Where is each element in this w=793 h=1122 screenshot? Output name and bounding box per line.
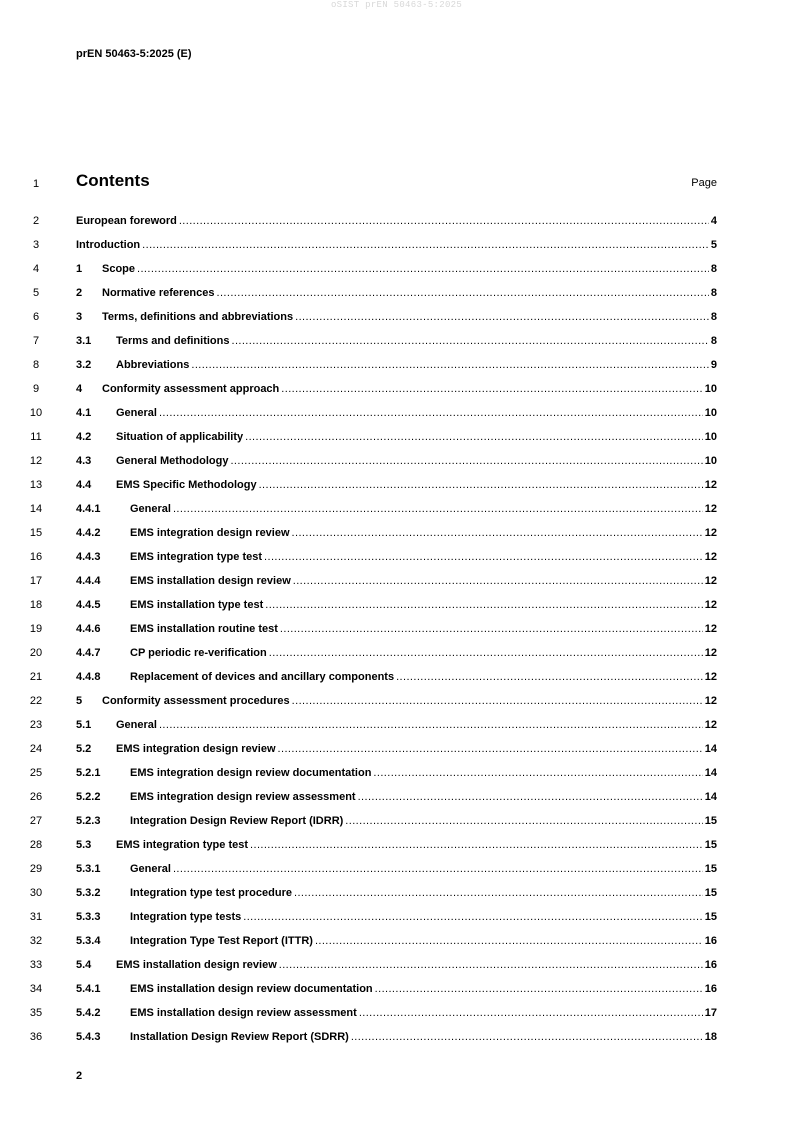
toc-section-title: General Methodology [116,455,229,467]
line-number: 3 [32,239,40,251]
toc-section-number: 4.4.6 [76,623,101,635]
line-number: 16 [29,551,43,563]
toc-section-title: EMS integration type test [116,839,249,851]
toc-dot-leader [259,479,703,491]
toc-section-title: Integration type test procedure [130,887,292,899]
line-number: 22 [29,695,43,707]
toc-section-title: Conformity assessment procedures [102,695,290,707]
toc-row [0,429,793,453]
toc-section-title: Installation Design Review Report (SDRR) [130,1031,349,1043]
toc-section-title: EMS integration design review [130,527,290,539]
line-number: 13 [29,479,43,491]
toc-page-number: 16 [704,959,717,971]
toc-entry-link[interactable] [76,623,717,635]
toc-section-title: General [130,503,171,515]
toc-entry-link[interactable] [76,263,717,275]
toc-section-number: 5.2.3 [76,815,101,827]
toc-section-number: 5.2 [76,743,92,755]
toc-row [0,573,793,597]
toc-entry-link[interactable] [76,911,717,923]
toc-page-number: 12 [704,599,717,611]
toc-section-number: 4 [76,383,83,395]
toc-row [0,261,793,285]
toc-row [0,285,793,309]
toc-page-number: 14 [704,767,717,779]
toc-row [0,861,793,885]
toc-page-number: 15 [704,911,717,923]
toc-section-number: 5 [76,695,83,707]
toc-section-title: EMS installation type test [130,599,264,611]
toc-page-number: 12 [704,479,717,491]
toc-section-number: 5.4.3 [76,1031,101,1043]
toc-entry-link[interactable] [76,599,717,611]
toc-section-number: 5.3.3 [76,911,101,923]
line-number: 9 [32,383,40,395]
line-number: 26 [29,791,43,803]
toc-section-title: Integration type tests [130,911,242,923]
line-number: 18 [29,599,43,611]
toc-row [0,1005,793,1029]
toc-dot-leader [142,239,709,251]
toc-row [0,885,793,909]
toc-section-number: 5.3.1 [76,863,101,875]
toc-dot-leader [245,431,703,443]
toc-row [0,213,793,237]
toc-row [0,237,793,261]
toc-dot-leader [315,935,703,947]
line-number: 5 [32,287,40,299]
toc-section-number: 5.4.2 [76,1007,101,1019]
toc-page-number: 17 [704,1007,717,1019]
toc-row [0,501,793,525]
toc-section-number: 3.1 [76,335,92,347]
page-column-label: Page [691,177,717,189]
toc-section-title: Introduction [76,239,141,251]
toc-dot-leader [351,1031,703,1043]
toc-dot-leader [292,527,703,539]
line-number: 7 [32,335,40,347]
toc-section-title: CP periodic re-verification [130,647,267,659]
toc-section-title: Normative references [102,287,215,299]
toc-section-number: 4.3 [76,455,92,467]
watermark: oSIST prEN 50463-5:2025 [330,0,463,10]
toc-dot-leader [191,359,709,371]
toc-section-number: 4.1 [76,407,92,419]
toc-row [0,477,793,501]
toc-section-title: Situation of applicability [116,431,244,443]
toc-dot-leader [159,407,703,419]
contents-title: Contents [76,171,150,190]
toc-dot-leader [231,335,708,347]
line-number: 19 [29,623,43,635]
toc-section-number: 4.4.5 [76,599,101,611]
toc-page-number: 8 [710,263,717,275]
toc-dot-leader [269,647,703,659]
toc-row [0,837,793,861]
toc-entry-link[interactable] [76,743,717,755]
toc-dot-leader [137,263,709,275]
document-id: prEN 50463-5:2025 (E) [76,48,192,60]
toc-dot-leader [358,791,703,803]
toc-section-title: EMS integration design review [116,743,276,755]
toc-dot-leader [293,575,703,587]
toc-entry-link[interactable] [76,527,717,539]
toc-entry-link[interactable] [76,815,717,827]
toc-section-title: Integration Design Review Report (IDRR) [130,815,344,827]
toc-page-number: 15 [704,815,717,827]
toc-row [0,621,793,645]
toc-section-title: Abbreviations [116,359,190,371]
toc-section-title: EMS integration type test [130,551,263,563]
toc-page-number: 10 [704,383,717,395]
toc-page-number: 12 [704,695,717,707]
toc-row [0,405,793,429]
toc-entry-link[interactable] [76,575,717,587]
toc-dot-leader [295,311,709,323]
toc-dot-leader [292,695,703,707]
table-of-contents [0,213,793,1053]
toc-row [0,981,793,1005]
toc-row [0,789,793,813]
toc-page-number: 12 [704,671,717,683]
toc-entry-link[interactable] [76,887,717,899]
toc-dot-leader [373,767,702,779]
toc-row [0,909,793,933]
toc-section-title: EMS installation design review assessment [130,1007,357,1019]
toc-dot-leader [396,671,703,683]
toc-page-number: 16 [704,935,717,947]
toc-section-number: 4.4.2 [76,527,101,539]
toc-dot-leader [230,455,702,467]
toc-dot-leader [294,887,703,899]
toc-page-number: 4 [710,215,717,227]
toc-entry-link[interactable] [76,479,717,491]
toc-section-number: 5.1 [76,719,92,731]
toc-page-number: 8 [710,335,717,347]
toc-dot-leader [279,959,703,971]
line-number: 21 [29,671,43,683]
line-number: 28 [29,839,43,851]
line-number: 29 [29,863,43,875]
toc-page-number: 8 [710,287,717,299]
toc-dot-leader [280,623,703,635]
toc-dot-leader [264,551,703,563]
toc-entry-link[interactable] [76,383,717,395]
toc-entry-link[interactable] [76,239,717,251]
toc-section-number: 3 [76,311,83,323]
toc-entry-link[interactable] [76,839,717,851]
toc-page-number: 12 [704,551,717,563]
toc-entry-link[interactable] [76,983,717,995]
line-number: 8 [32,359,40,371]
toc-section-number: 5.3.4 [76,935,101,947]
line-number: 27 [29,815,43,827]
line-number: 30 [29,887,43,899]
toc-section-title: EMS integration design review assessment [130,791,356,803]
toc-dot-leader [278,743,703,755]
line-number: 14 [29,503,43,515]
toc-section-title: EMS installation design review documentation [130,983,373,995]
toc-section-title: EMS installation design review [116,959,277,971]
toc-section-title: Replacement of devices and ancillary components [130,671,395,683]
toc-page-number: 12 [704,575,717,587]
toc-dot-leader [173,863,703,875]
toc-row [0,717,793,741]
toc-page-number: 12 [704,647,717,659]
page-number: 2 [76,1070,83,1082]
toc-dot-leader [243,911,703,923]
toc-row [0,525,793,549]
toc-section-title: General [130,863,171,875]
toc-section-number: 4.4 [76,479,92,491]
toc-entry-link[interactable] [76,791,717,803]
toc-section-title: EMS integration design review documentation [130,767,372,779]
toc-page-number: 10 [704,455,717,467]
toc-row [0,957,793,981]
toc-entry-link[interactable] [76,431,717,443]
toc-entry-link[interactable] [76,767,717,779]
line-number: 24 [29,743,43,755]
toc-section-number: 4.4.4 [76,575,101,587]
toc-section-title: European foreword [76,215,177,227]
toc-entry-link[interactable] [76,671,717,683]
toc-section-title: Terms and definitions [116,335,230,347]
line-number: 35 [29,1007,43,1019]
toc-dot-leader [265,599,703,611]
toc-page-number: 9 [710,359,717,371]
toc-row [0,453,793,477]
toc-entry-link[interactable] [76,1007,717,1019]
toc-page-number: 14 [704,743,717,755]
toc-section-title: EMS installation routine test [130,623,278,635]
toc-page-number: 10 [704,431,717,443]
toc-entry-link[interactable] [76,551,717,563]
toc-section-title: Integration Type Test Report (ITTR) [130,935,313,947]
toc-section-number: 3.2 [76,359,92,371]
toc-dot-leader [345,815,702,827]
toc-page-number: 15 [704,839,717,851]
toc-section-title: General [116,407,157,419]
line-number: 20 [29,647,43,659]
toc-row [0,597,793,621]
toc-entry-link[interactable] [76,311,717,323]
toc-entry-link[interactable] [76,863,717,875]
toc-row [0,357,793,381]
toc-dot-leader [375,983,703,995]
toc-section-number: 5.2.2 [76,791,101,803]
line-number: 36 [29,1031,43,1043]
line-number: 1 [32,178,40,190]
toc-entry-link[interactable] [76,1031,717,1043]
toc-row [0,645,793,669]
toc-section-number: 4.4.1 [76,503,101,515]
toc-section-number: 4.4.3 [76,551,101,563]
toc-row [0,765,793,789]
toc-row [0,813,793,837]
toc-section-title: EMS Specific Methodology [116,479,257,491]
toc-section-number: 5.4 [76,959,92,971]
toc-entry-link[interactable] [76,935,717,947]
toc-page-number: 12 [704,623,717,635]
toc-row [0,669,793,693]
toc-entry-link[interactable] [76,215,717,227]
line-number: 33 [29,959,43,971]
toc-section-number: 5.3.2 [76,887,101,899]
toc-page-number: 16 [704,983,717,995]
line-number: 2 [32,215,40,227]
line-number: 11 [30,431,42,443]
toc-row [0,381,793,405]
line-number: 4 [32,263,40,275]
toc-section-title: Scope [102,263,136,275]
toc-entry-link[interactable] [76,503,717,515]
toc-entry-link[interactable] [76,287,717,299]
toc-section-title: Conformity assessment approach [102,383,280,395]
toc-section-title: Terms, definitions and abbreviations [102,311,294,323]
toc-row [0,933,793,957]
toc-section-number: 5.2.1 [76,767,101,779]
toc-dot-leader [359,1007,703,1019]
toc-section-number: 4.4.7 [76,647,101,659]
toc-entry-link[interactable] [76,959,717,971]
toc-dot-leader [179,215,709,227]
toc-section-number: 5.3 [76,839,92,851]
line-number: 23 [29,719,43,731]
toc-dot-leader [159,719,703,731]
toc-entry-link[interactable] [76,719,717,731]
toc-page-number: 15 [704,887,717,899]
toc-entry-link[interactable] [76,695,717,707]
toc-entry-link[interactable] [76,359,717,371]
toc-section-number: 5.4.1 [76,983,101,995]
toc-page-number: 5 [710,239,717,251]
line-number: 31 [29,911,43,923]
toc-section-number: 1 [76,263,83,275]
line-number: 34 [29,983,43,995]
toc-dot-leader [217,287,709,299]
toc-dot-leader [173,503,703,515]
line-number: 12 [29,455,43,467]
toc-row [0,693,793,717]
line-number: 32 [29,935,43,947]
toc-section-number: 4.4.8 [76,671,101,683]
toc-section-number: 4.2 [76,431,92,443]
toc-page-number: 12 [704,527,717,539]
line-number: 15 [29,527,43,539]
line-number: 10 [29,407,43,419]
toc-page-number: 14 [704,791,717,803]
toc-dot-leader [250,839,703,851]
toc-row [0,549,793,573]
contents-heading-row [0,168,793,196]
toc-dot-leader [281,383,702,395]
line-number: 25 [29,767,43,779]
toc-section-title: EMS installation design review [130,575,291,587]
toc-entry-link[interactable] [76,455,717,467]
line-number: 6 [32,311,40,323]
toc-row [0,309,793,333]
toc-page-number: 8 [710,311,717,323]
toc-section-number: 2 [76,287,83,299]
toc-page-number: 12 [704,503,717,515]
toc-row [0,333,793,357]
toc-row [0,1029,793,1053]
toc-page-number: 18 [704,1031,717,1043]
toc-entry-link[interactable] [76,407,717,419]
toc-page-number: 12 [704,719,717,731]
line-number: 17 [29,575,43,587]
toc-page-number: 15 [704,863,717,875]
toc-page-number: 10 [704,407,717,419]
toc-entry-link[interactable] [76,335,717,347]
toc-section-title: General [116,719,157,731]
toc-entry-link[interactable] [76,647,717,659]
toc-row [0,741,793,765]
